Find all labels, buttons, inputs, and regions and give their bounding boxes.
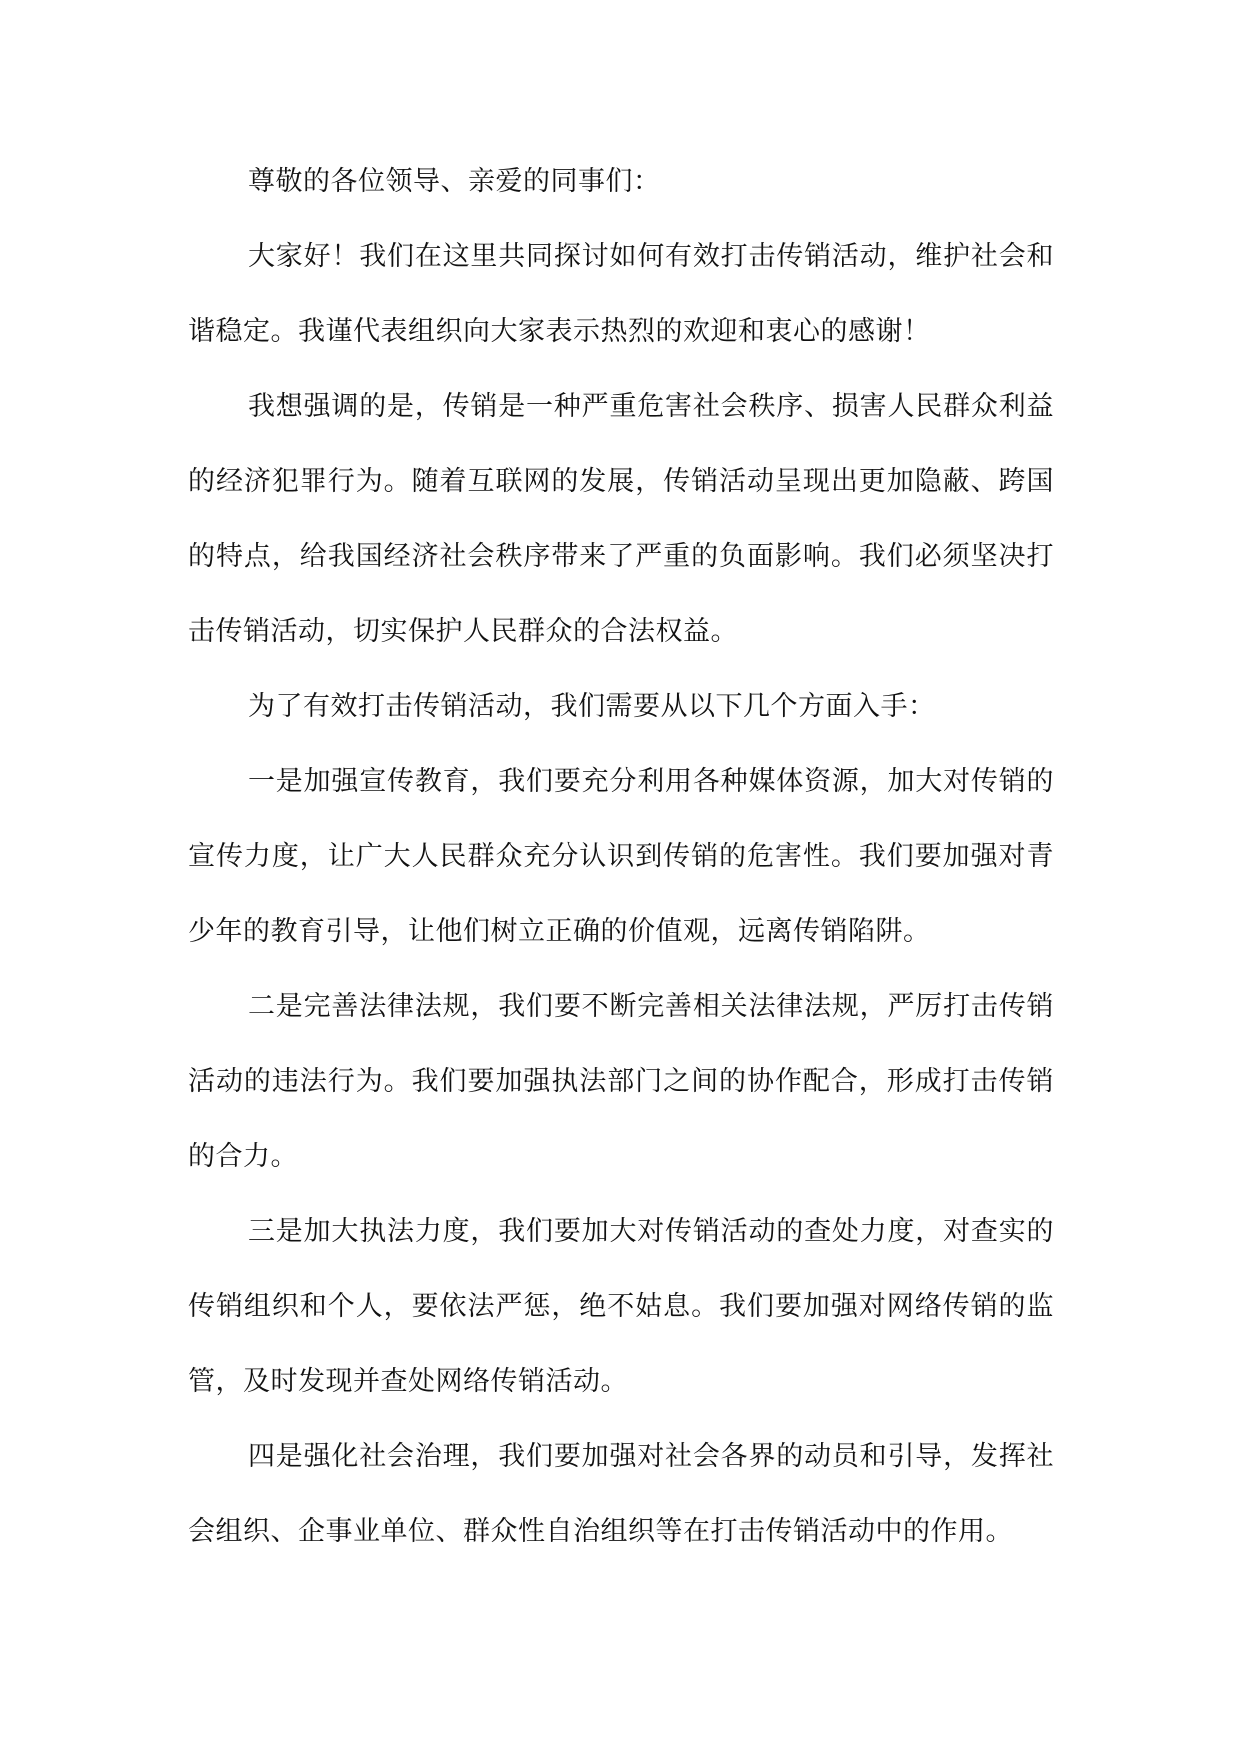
- paragraph-intro-measures: 为了有效打击传销活动，我们需要从以下几个方面入手：: [248, 691, 936, 722]
- salutation: 尊敬的各位领导、亲爱的同事们：: [248, 166, 661, 197]
- paragraph-measure-3: 三是加大执法力度，我们要加大对传销活动的查处力度，对查实的传销组织和个人，要依法严惩，绝不姑息。我们要加强对网络传销的监管，及时发现并查处网络传销活动。: [188, 1216, 1054, 1397]
- paragraph-greeting: 大家好！我们在这里共同探讨如何有效打击传销活动，维护社会和谐稳定。我谨代表组织向大家表示热烈的欢迎和衷心的感谢！: [188, 241, 1054, 347]
- paragraph-measure-4: 四是强化社会治理，我们要加强对社会各界的动员和引导，发挥社会组织、企事业单位、群众性自治组织等在打击传销活动中的作用。: [188, 1441, 1054, 1547]
- paragraph-emphasis: 我想强调的是，传销是一种严重危害社会秩序、损害人民群众利益的经济犯罪行为。随着互联网的发展，传销活动呈现出更加隐蔽、跨国的特点，给我国经济社会秩序带来了严重的负面影响。我们必须坚决打击传销活动，切实保护人民群众的合法权益。: [188, 391, 1054, 647]
- paragraph-measure-1: 一是加强宣传教育，我们要充分利用各种媒体资源，加大对传销的宣传力度，让广大人民群众充分认识到传销的危害性。我们要加强对青少年的教育引导，让他们树立正确的价值观，远离传销陷阱。: [188, 766, 1054, 947]
- document-body: [188, 144, 1054, 1569]
- paragraph-measure-2: 二是完善法律法规，我们要不断完善相关法律法规，严厉打击传销活动的违法行为。我们要加强执法部门之间的协作配合，形成打击传销的合力。: [188, 991, 1054, 1172]
